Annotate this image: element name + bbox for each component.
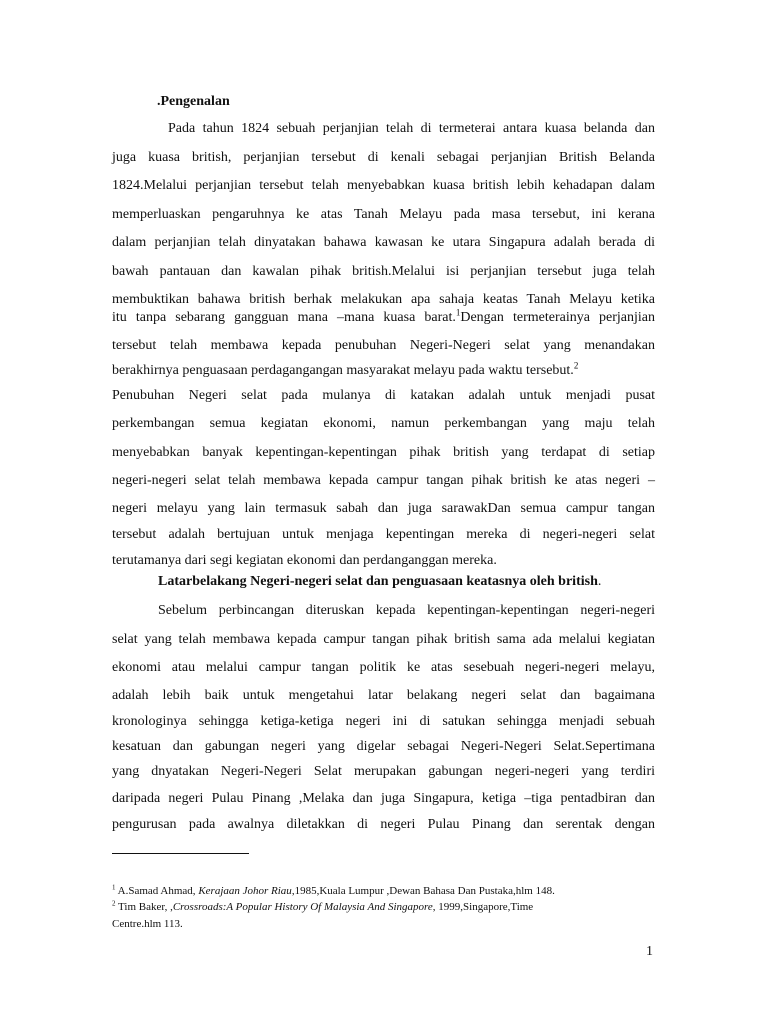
paragraph-line: negeri-negeri selat telah membawa kepada campur tangan pihak british ke atas negeri – (112, 473, 655, 488)
section-heading-pengenalan (157, 92, 230, 112)
paragraph-line: selat yang telah membawa kepada campur tangan pihak british sama ada melalui kegiatan (112, 632, 655, 647)
page-number: 1 (646, 944, 653, 959)
paragraph-line-with-footnote (112, 308, 655, 328)
paragraph-line: adalah lebih baik untuk mengetahui latar belakang negeri selat dan bagaimana (112, 688, 655, 703)
footnote-ref-2[interactable]: 2 (573, 360, 579, 371)
paragraph-line-with-footnote (112, 361, 655, 381)
footnote-text: ,1985,Kuala Lumpur ,Dewan Bahasa Dan Pustaka,hlm 148. (291, 885, 555, 897)
footnote-text: Tim Baker, , (115, 901, 173, 913)
paragraph-line: daripada negeri Pulau Pinang ,Melaka dan juga Singapura, ketiga –tiga pentadbiran dan (112, 791, 655, 806)
paragraph-line: terutamanya dari segi kegiatan ekonomi dan perdanganggan mereka. (112, 553, 497, 568)
heading-tail: . (597, 574, 602, 589)
paragraph-line: pengurusan pada awalnya diletakkan di negeri Pulau Pinang dan serentak dengan (112, 817, 655, 832)
footnote-text: A.Samad Ahmad, (115, 885, 199, 897)
paragraph-line: ekonomi atau melalui campur tangan politik ke atas sesebuah negeri-negeri melayu, (112, 660, 655, 675)
line-text: berakhirnya penguasaan perdagangangan masyarakat melayu pada waktu tersebut. (112, 363, 574, 378)
section-heading-latarbelakang (158, 572, 601, 592)
footnote-title: Kerajaan Johor Riau (198, 885, 292, 897)
paragraph-line: kronologinya sehingga ketiga-ketiga negeri ini di satukan sehingga menjadi sebuah (112, 714, 655, 729)
line-text: Dengan termeterainya perjanjian (460, 310, 655, 325)
footnote-2 (112, 899, 632, 916)
footnote-number: 2 (112, 899, 116, 908)
line-text: itu tanpa sebarang gangguan mana –mana kuasa barat. (112, 310, 456, 325)
paragraph-line: membuktikan bahawa british berhak melakukan apa sahaja keatas Tanah Melayu ketika (112, 292, 655, 307)
paragraph-line: Pada tahun 1824 sebuah perjanjian telah di termeterai antara kuasa belanda dan (168, 121, 655, 136)
paragraph-line: Sebelum perbincangan diteruskan kepada kepentingan-kepentingan negeri-negeri (158, 603, 655, 618)
paragraph-line: negeri melayu yang lain termasuk sabah dan juga sarawakDan semua campur tangan (112, 501, 655, 516)
paragraph-line: kesatuan dan gabungan negeri yang digelar sebagai Negeri-Negeri Selat.Sepertimana (112, 739, 655, 754)
heading-title: Pengenalan (160, 94, 230, 109)
paragraph-line: menyebabkan banyak kepentingan-kepentingan pihak british yang terdapat di setiap (112, 445, 655, 460)
paragraph-line: memperluaskan pengaruhnya ke atas Tanah Melayu pada masa tersebut, ini kerana (112, 207, 655, 222)
heading-title: Latarbelakang Negeri-negeri selat dan penguasaan keatasnya oleh british (158, 574, 598, 589)
paragraph-line: yang dnyatakan Negeri-Negeri Selat merupakan gabungan negeri-negeri yang terdiri (112, 764, 655, 779)
paragraph-line: perkembangan semua kegiatan ekonomi, namun perkembangan yang maju telah (112, 416, 655, 431)
footnote-ref-1[interactable]: 1 (455, 307, 461, 318)
footnote-text: , 1999,Singapore,Time (432, 901, 534, 913)
paragraph-line: tersebut telah membawa kepada penubuhan Negeri-Negeri selat yang menandakan (112, 338, 655, 353)
footnote-number: 1 (112, 883, 116, 892)
footnote-2-continued: Centre.hlm 113. (112, 918, 183, 930)
paragraph-line: Penubuhan Negeri selat pada mulanya di katakan adalah untuk menjadi pusat (112, 388, 655, 403)
heading-prefix: . (157, 94, 161, 109)
footnote-title: Crossroads:A Popular History Of Malaysia And Singapore (172, 901, 433, 913)
footnote-separator (112, 853, 249, 854)
paragraph-line: juga kuasa british, perjanjian tersebut di kenali sebagai perjanjian British Belanda (112, 150, 655, 165)
paragraph-line: dalam perjanjian telah dinyatakan bahawa kawasan ke utara Singapura adalah berada di (112, 235, 655, 250)
paragraph-line: bawah pantauan dan kawalan pihak british.Melalui isi perjanjian tersebut juga telah (112, 264, 655, 279)
paragraph-line: tersebut adalah bertujuan untuk menjaga kepentingan mereka di negeri-negeri selat (112, 527, 655, 542)
paragraph-line: 1824.Melalui perjanjian tersebut telah menyebabkan kuasa british lebih kehadapan dalam (112, 178, 655, 193)
footnote-1 (112, 883, 632, 900)
